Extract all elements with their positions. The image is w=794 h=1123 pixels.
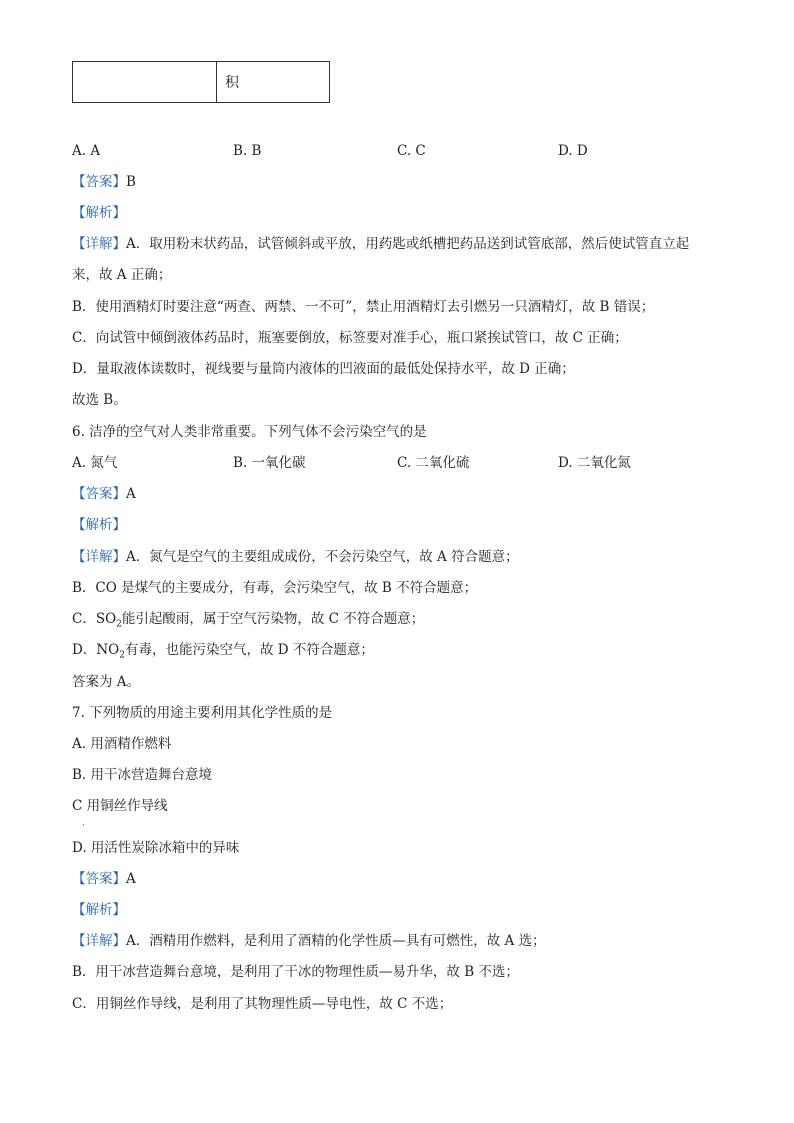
q7-detail-b: B．用干冰营造舞台意境，是利用了干冰的物理性质—易升华，故 B 不选； bbox=[72, 964, 519, 980]
q6-answer bbox=[72, 484, 136, 504]
detail-text: A．氮气是空气的主要组成成份，不会污染空气，故 A 符合题意； bbox=[126, 549, 519, 565]
detail-text: A．酒精用作燃料，是利用了酒精的化学性质—具有可燃性，故 A 选； bbox=[126, 933, 546, 949]
q5-analysis-tag: 【解析】 bbox=[72, 205, 126, 221]
q5-detail-c: C．向试管中倾倒液体药品时，瓶塞要倒放，标签要对准手心，瓶口紧挨试管口，故 C 正确； bbox=[72, 330, 628, 346]
q6-option-c: C. 二氧化硫 bbox=[397, 455, 470, 471]
detail-c-post: 能引起酸雨，属于空气污染物，故 C 不符合题意； bbox=[121, 611, 425, 627]
q6-conclusion: 答案为 A。 bbox=[72, 674, 141, 690]
q7-option-b: B. 用干冰营造舞台意境 bbox=[72, 767, 213, 783]
q5-option-b: B. B bbox=[233, 143, 262, 159]
detail-tag: 【详解】 bbox=[72, 549, 126, 565]
detail-c-pre: C．SO bbox=[72, 611, 117, 627]
q7-option-c: C 用铜丝作导线 bbox=[72, 798, 168, 814]
stray-dot: . bbox=[82, 818, 85, 828]
answer-tag: 【答案】 bbox=[72, 871, 126, 887]
q7-detail-c: C．用铜丝作导线，是利用了其物理性质—导电性，故 C 不选； bbox=[72, 996, 453, 1012]
detail-d-pre: D．NO bbox=[72, 642, 120, 658]
q6-detail-b: B．CO 是煤气的主要成分，有毒，会污染空气，故 B 不符合题意； bbox=[72, 580, 478, 596]
q5-answer bbox=[72, 172, 136, 192]
q5-detail-a1 bbox=[72, 234, 689, 254]
subscript: 2 bbox=[116, 619, 122, 630]
q6-option-b: B. 一氧化碳 bbox=[233, 455, 306, 471]
q6-option-d: D. 二氧化氮 bbox=[558, 455, 631, 471]
answer-value: A bbox=[126, 486, 136, 502]
detail-tag: 【详解】 bbox=[72, 236, 126, 252]
q6-detail-c bbox=[72, 609, 424, 629]
answer-value: A bbox=[126, 871, 136, 887]
q7-analysis-tag: 【解析】 bbox=[72, 902, 126, 918]
table-cell-text: 积 bbox=[217, 62, 330, 103]
detail-tag: 【详解】 bbox=[72, 933, 126, 949]
answer-tag: 【答案】 bbox=[72, 174, 126, 190]
detail-d-post: 有毒，也能污染空气，故 D 不符合题意； bbox=[124, 642, 374, 658]
q7-stem: 7. 下列物质的用途主要利用其化学性质的是 bbox=[72, 705, 333, 721]
q5-detail-b: B．使用酒精灯时要注意“两查、两禁、一不可”，禁止用酒精灯去引燃另一只酒精灯，故 B 错误； bbox=[72, 299, 655, 315]
answer-value: B bbox=[126, 174, 136, 190]
answer-table-fragment bbox=[72, 61, 330, 103]
detail-text: A．取用粉末状药品，试管倾斜或平放，用药匙或纸槽把药品送到试管底部，然后使试管直立起 bbox=[126, 236, 690, 252]
q5-detail-d: D．量取液体读数时，视线要与量筒内液体的凹液面的最低处保持水平，故 D 正确； bbox=[72, 361, 575, 377]
q6-stem: 6. 洁净的空气对人类非常重要。下列气体不会污染空气的是 bbox=[72, 424, 427, 440]
q6-detail-d bbox=[72, 640, 374, 660]
subscript: 2 bbox=[119, 650, 125, 661]
q6-analysis-tag: 【解析】 bbox=[72, 517, 126, 533]
q5-conclusion: 故选 B。 bbox=[72, 392, 127, 408]
q5-option-d: D. D bbox=[558, 143, 588, 159]
answer-tag: 【答案】 bbox=[72, 486, 126, 502]
q6-option-a: A. 氮气 bbox=[72, 455, 118, 471]
q7-detail-a bbox=[72, 931, 546, 951]
table-cell-empty bbox=[73, 62, 217, 103]
q7-option-d: D. 用活性炭除冰箱中的异味 bbox=[72, 840, 240, 856]
q7-option-a: A. 用酒精作燃料 bbox=[72, 736, 172, 752]
q5-detail-a2: 来，故 A 正确； bbox=[72, 267, 172, 283]
q5-option-c: C. C bbox=[397, 143, 426, 159]
q6-detail-a bbox=[72, 547, 519, 567]
q7-answer bbox=[72, 869, 136, 889]
q5-option-a: A. A bbox=[72, 143, 101, 159]
